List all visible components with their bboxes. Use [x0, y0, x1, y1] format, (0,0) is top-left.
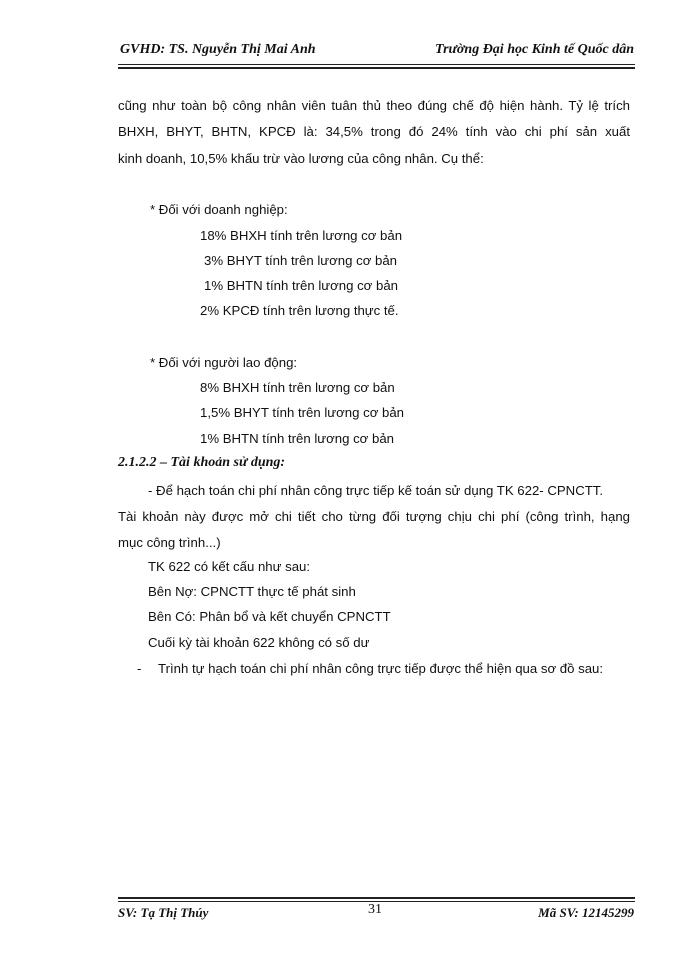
enterprise-item-3: 1% BHTN tính trên lương cơ bản [204, 278, 398, 293]
enterprise-item-4: 2% KPCĐ tính trên lương thực tế. [200, 303, 399, 318]
para2-line-3: mục công trình...) [118, 535, 221, 550]
worker-item-1: 8% BHXH tính trên lương cơ bản [200, 380, 395, 395]
enterprise-item-1: 18% BHXH tính trên lương cơ bản [200, 228, 403, 243]
enterprise-heading: * Đối với doanh nghiệp: [150, 202, 288, 217]
header-supervisor: GVHD: TS. Nguyễn Thị Mai Anh [120, 42, 316, 57]
para1-line-2: BHXH, BHYT, BHTN, KPCĐ là: 34,5% trong đó 24% tính vào chi phí sản xuất [118, 124, 630, 139]
footer-student-id: Mã SV: 12145299 [538, 905, 634, 920]
para1-line-3: kinh doanh, 10,5% khấu trừ vào lương của công nhân. Cụ thể: [118, 151, 484, 166]
header-rule-bottom [118, 67, 635, 69]
structure-line-2: Bên Nợ: CPNCTT thực tế phát sinh [148, 584, 356, 599]
worker-heading: * Đối với người lao động: [150, 355, 298, 370]
para2-line-1: - Để hạch toán chi phí nhân công trực tiếp kế toán sử dụng TK 622- CPNCTT. [148, 483, 604, 498]
structure-line-3: Bên Có: Phân bổ và kết chuyển CPNCTT [148, 609, 391, 624]
bullet-text: Trình tự hạch toán chi phí nhân công trực tiếp được thể hiện qua sơ đồ sau: [158, 661, 604, 676]
header-rule-top [118, 64, 635, 65]
para1-line-1: cũng như toàn bộ công nhân viên tuân thủ theo đúng chế độ hiện hành. Tỷ lệ trích [118, 98, 630, 113]
section-title: 2.1.2.2 – Tài khoản sử dụng: [118, 455, 286, 470]
worker-item-3: 1% BHTN tính trên lương cơ bản [200, 431, 394, 446]
page-number: 31 [368, 902, 382, 917]
footer-student: SV: Tạ Thị Thúy [118, 905, 209, 920]
footer-rule-top [118, 897, 635, 899]
enterprise-item-2: 3% BHYT tính trên lương cơ bản [204, 253, 398, 268]
structure-line-1: TK 622 có kết cấu như sau: [148, 559, 311, 574]
para2-line-2: Tài khoản này được mở chi tiết cho từng đối tượng chịu chi phí (công trình, hạng [118, 509, 630, 524]
structure-line-4: Cuối kỳ tài khoản 622 không có số dư [148, 635, 370, 650]
bullet-dash: - [137, 661, 142, 676]
worker-item-2: 1,5% BHYT tính trên lương cơ bản [200, 405, 405, 420]
header-school: Trường Đại học Kinh tế Quốc dân [435, 42, 634, 57]
